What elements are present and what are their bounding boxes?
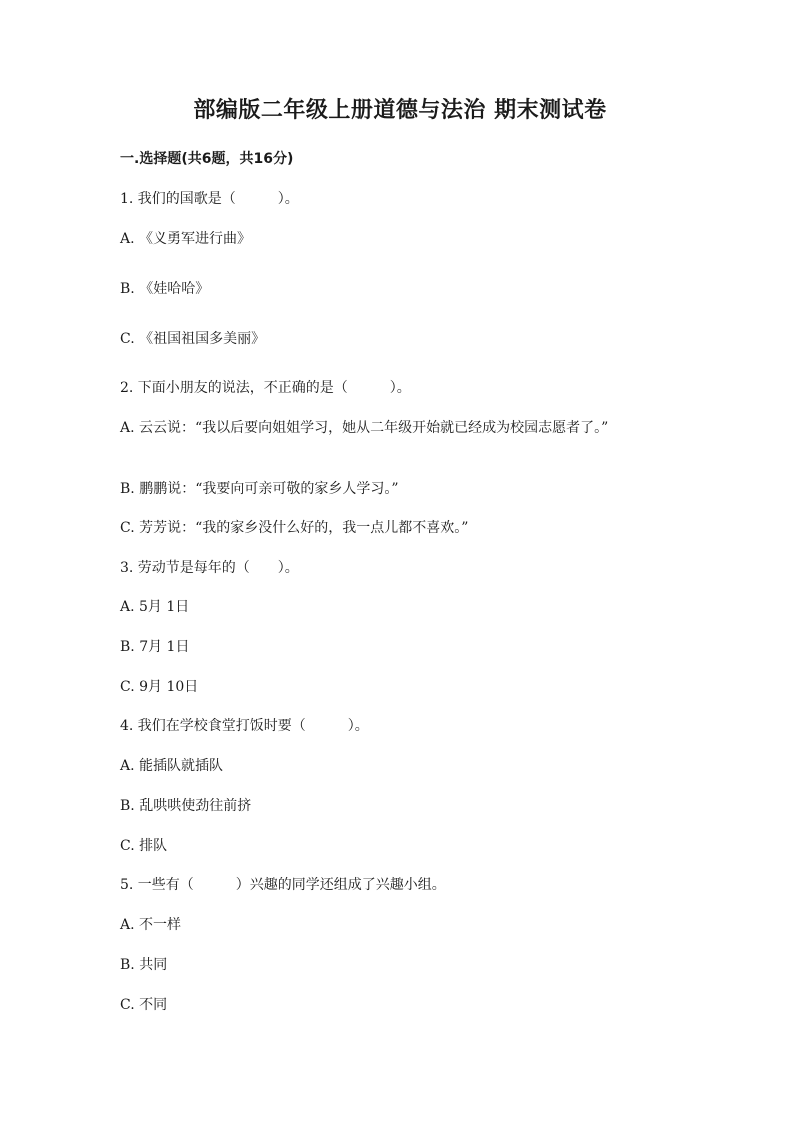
question-2-option-c: C. 芳芳说：“我的家乡没什么好的，我一点儿都不喜欢。” xyxy=(120,520,469,536)
question-2-stem: 2. 下面小朋友的说法，不正确的是（ ）。 xyxy=(120,380,411,396)
question-3-option-a: A. 5月 1日 xyxy=(120,599,190,615)
question-3-option-b: B. 7月 1日 xyxy=(120,639,190,655)
question-1-option-c: C. 《祖国祖国多美丽》 xyxy=(120,331,266,347)
question-5-option-a: A. 不一样 xyxy=(120,917,182,933)
question-5-stem: 5. 一些有（ ）兴趣的同学还组成了兴趣小组。 xyxy=(120,877,446,893)
question-1-stem: 1. 我们的国歌是（ ）。 xyxy=(120,191,299,207)
question-5-option-b: B. 共同 xyxy=(120,957,168,973)
question-2-option-a: A. 云云说：“我以后要向姐姐学习，她从二年级开始就已经成为校园志愿者了。” xyxy=(120,420,609,436)
question-4-option-a: A. 能插队就插队 xyxy=(120,758,224,774)
question-3-stem: 3. 劳动节是每年的（ ）。 xyxy=(120,560,299,576)
question-1-option-b: B. 《娃哈哈》 xyxy=(120,281,210,297)
section-heading: 一.选择题(共6题，共16分) xyxy=(120,151,294,167)
question-4-option-c: C. 排队 xyxy=(120,838,168,854)
question-1-option-a: A. 《义勇军进行曲》 xyxy=(120,231,252,247)
page-title: 部编版二年级上册道德与法治 期末测试卷 xyxy=(193,98,607,123)
question-3-option-c: C. 9月 10日 xyxy=(120,679,199,695)
question-2-option-b: B. 鹏鹏说：“我要向可亲可敬的家乡人学习。” xyxy=(120,481,399,497)
question-4-option-b: B. 乱哄哄使劲往前挤 xyxy=(120,798,252,814)
question-5-option-c: C. 不同 xyxy=(120,997,168,1013)
question-4-stem: 4. 我们在学校食堂打饭时要（ ）。 xyxy=(120,718,369,734)
